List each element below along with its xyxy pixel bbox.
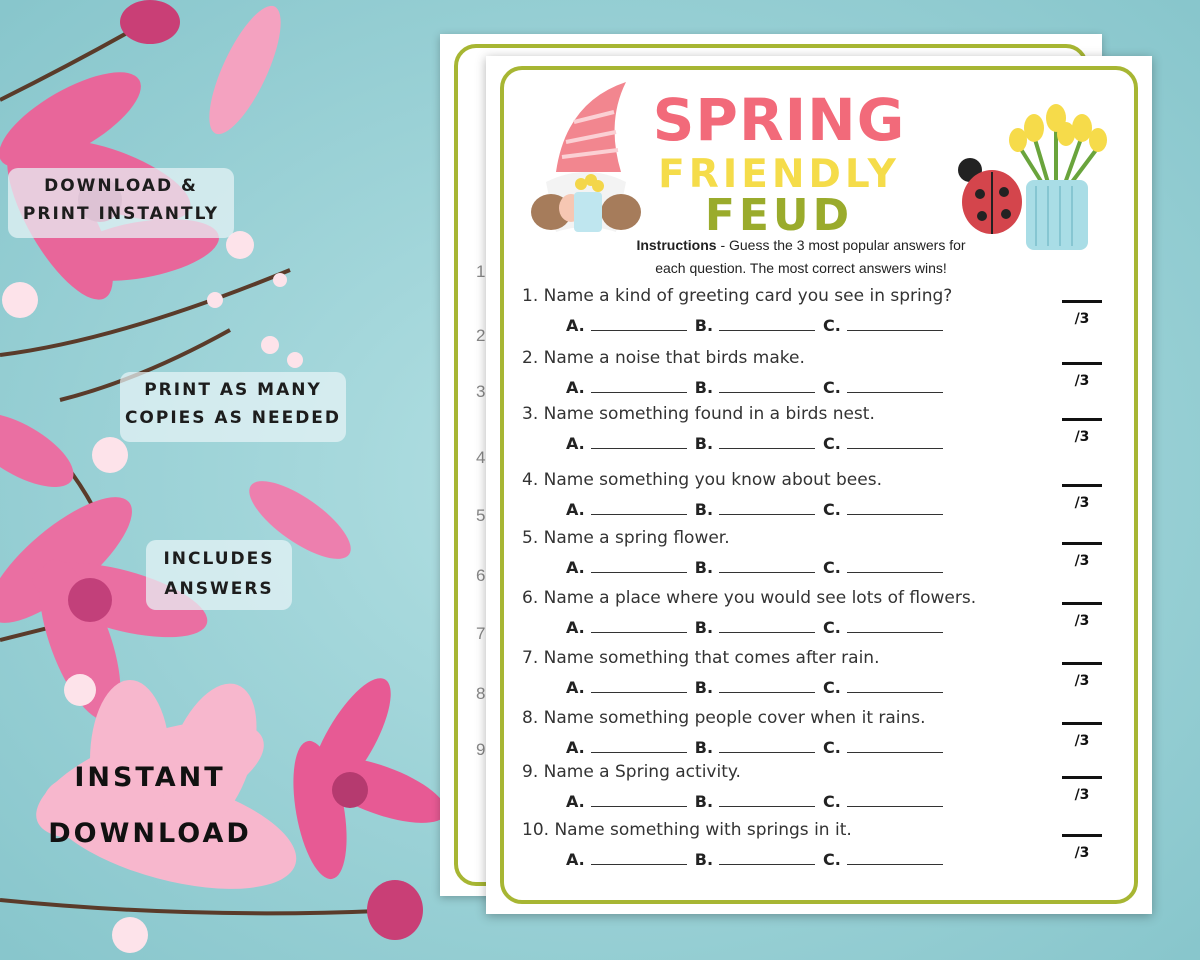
answer-blank-b[interactable] <box>719 318 815 331</box>
question-text: 10. Name something with springs in it. <box>522 820 852 840</box>
answer-blank-c[interactable] <box>847 680 943 693</box>
answer-blank-b[interactable] <box>719 502 815 515</box>
score-box <box>1062 834 1102 861</box>
answer-label-a: A. <box>566 434 585 453</box>
score-box <box>1062 662 1102 689</box>
answer-label-b: B. <box>694 738 714 757</box>
answer-row <box>566 850 951 869</box>
answer-label-c: C. <box>823 618 841 637</box>
score-box <box>1062 484 1102 511</box>
front-worksheet <box>486 56 1152 914</box>
answer-row <box>566 558 951 577</box>
answer-label-b: B. <box>694 678 714 697</box>
back-sheet-number: 6 <box>476 566 486 585</box>
download-badge-line2: PRINT INSTANTLY <box>22 204 220 224</box>
answer-label-c: C. <box>823 434 841 453</box>
answer-blank-a[interactable] <box>591 620 687 633</box>
answer-row <box>566 500 951 519</box>
answer-label-a: A. <box>566 618 585 637</box>
instructions-text: - Guess the 3 most popular answers for each question. The most correct answers wins! <box>655 237 966 276</box>
score-line <box>1062 542 1102 545</box>
score-line <box>1062 418 1102 421</box>
score-box <box>1062 362 1102 389</box>
question-text: 8. Name something people cover when it rains. <box>522 708 926 728</box>
answer-label-c: C. <box>823 678 841 697</box>
answer-label-c: C. <box>823 738 841 757</box>
question-text: 2. Name a noise that birds make. <box>522 348 805 368</box>
question-text: 5. Name a spring flower. <box>522 528 730 548</box>
question-text: 4. Name something you know about bees. <box>522 470 882 490</box>
score-label: /3 <box>1074 845 1090 861</box>
answer-blank-a[interactable] <box>591 794 687 807</box>
answer-blank-b[interactable] <box>719 620 815 633</box>
score-label: /3 <box>1074 787 1090 803</box>
score-box <box>1062 602 1102 629</box>
back-sheet-number: 4 <box>476 448 486 467</box>
answer-label-a: A. <box>566 558 585 577</box>
download-badge <box>8 168 234 238</box>
answer-blank-c[interactable] <box>847 740 943 753</box>
answer-label-c: C. <box>823 500 841 519</box>
answer-label-b: B. <box>694 792 714 811</box>
answer-label-a: A. <box>566 378 585 397</box>
answer-blank-c[interactable] <box>847 502 943 515</box>
answer-blank-c[interactable] <box>847 794 943 807</box>
answer-blank-a[interactable] <box>591 318 687 331</box>
score-label: /3 <box>1074 495 1090 511</box>
answers-badge <box>146 540 292 610</box>
answer-blank-a[interactable] <box>591 502 687 515</box>
question-text: 3. Name something found in a birds nest. <box>522 404 875 424</box>
back-sheet-number: 8 <box>476 684 486 703</box>
answer-blank-b[interactable] <box>719 852 815 865</box>
score-box <box>1062 776 1102 803</box>
question-text: 1. Name a kind of greeting card you see in spring? <box>522 286 953 306</box>
score-label: /3 <box>1074 429 1090 445</box>
score-box <box>1062 722 1102 749</box>
score-box <box>1062 300 1102 327</box>
instant-line2: DOWNLOAD <box>48 818 252 849</box>
back-sheet-number: 2 <box>476 326 486 345</box>
title-spring: SPRING <box>652 86 906 154</box>
instant-download-label <box>30 750 270 862</box>
answer-label-b: B. <box>694 850 714 869</box>
answer-blank-a[interactable] <box>591 680 687 693</box>
copies-badge-line2: COPIES AS NEEDED <box>124 408 342 428</box>
answer-blank-b[interactable] <box>719 680 815 693</box>
score-label: /3 <box>1074 733 1090 749</box>
back-sheet-number: 9 <box>476 740 486 759</box>
score-box <box>1062 418 1102 445</box>
title-friendly: FRIENDLY <box>658 152 900 197</box>
answer-blank-c[interactable] <box>847 620 943 633</box>
answer-blank-a[interactable] <box>591 560 687 573</box>
answer-blank-c[interactable] <box>847 436 943 449</box>
answer-label-a: A. <box>566 792 585 811</box>
answer-blank-a[interactable] <box>591 380 687 393</box>
score-label: /3 <box>1074 613 1090 629</box>
score-label: /3 <box>1074 373 1090 389</box>
answer-row <box>566 678 951 697</box>
score-line <box>1062 362 1102 365</box>
answer-blank-c[interactable] <box>847 380 943 393</box>
answers-badge-line1: INCLUDES <box>163 549 275 569</box>
answer-label-c: C. <box>823 850 841 869</box>
copies-badge-line1: PRINT AS MANY <box>144 380 322 400</box>
score-label: /3 <box>1074 553 1090 569</box>
back-sheet-number: 3 <box>476 382 486 401</box>
answer-blank-b[interactable] <box>719 380 815 393</box>
answer-label-b: B. <box>694 618 714 637</box>
answer-label-c: C. <box>823 558 841 577</box>
score-label: /3 <box>1074 673 1090 689</box>
answer-blank-c[interactable] <box>847 560 943 573</box>
score-line <box>1062 662 1102 665</box>
answer-blank-b[interactable] <box>719 794 815 807</box>
title-feud: FEUD <box>704 190 854 241</box>
download-badge-line1: DOWNLOAD & <box>44 176 198 196</box>
score-label: /3 <box>1074 311 1090 327</box>
answer-blank-a[interactable] <box>591 852 687 865</box>
answer-label-b: B. <box>694 500 714 519</box>
answer-label-c: C. <box>823 792 841 811</box>
instructions <box>636 234 966 280</box>
answer-row <box>566 378 951 397</box>
answer-label-a: A. <box>566 500 585 519</box>
answer-blank-c[interactable] <box>847 852 943 865</box>
question-text: 9. Name a Spring activity. <box>522 762 741 782</box>
answers-badge-line2: ANSWERS <box>164 579 274 599</box>
answer-blank-b[interactable] <box>719 740 815 753</box>
answer-label-a: A. <box>566 678 585 697</box>
instant-line1: INSTANT <box>74 762 226 793</box>
score-line <box>1062 602 1102 605</box>
answer-label-a: A. <box>566 850 585 869</box>
answer-label-b: B. <box>694 558 714 577</box>
answer-row <box>566 316 951 335</box>
instructions-label: Instructions <box>636 237 717 253</box>
question-text: 7. Name something that comes after rain. <box>522 648 880 668</box>
answer-blank-b[interactable] <box>719 560 815 573</box>
score-line <box>1062 722 1102 725</box>
back-sheet-number: 5 <box>476 506 486 525</box>
answer-label-a: A. <box>566 738 585 757</box>
back-sheet-number: 1 <box>476 262 486 281</box>
score-box <box>1062 542 1102 569</box>
answer-label-c: C. <box>823 378 841 397</box>
copies-badge <box>120 372 346 442</box>
answer-blank-a[interactable] <box>591 436 687 449</box>
score-line <box>1062 300 1102 303</box>
answer-blank-b[interactable] <box>719 436 815 449</box>
answer-row <box>566 618 951 637</box>
answer-row <box>566 738 951 757</box>
answer-label-b: B. <box>694 434 714 453</box>
back-sheet-number: 7 <box>476 624 486 643</box>
answer-label-a: A. <box>566 316 585 335</box>
score-line <box>1062 834 1102 837</box>
score-line <box>1062 776 1102 779</box>
answer-label-b: B. <box>694 378 714 397</box>
question-text: 6. Name a place where you would see lots of flowers. <box>522 588 977 608</box>
answer-blank-c[interactable] <box>847 318 943 331</box>
answer-row <box>566 434 951 453</box>
answer-row <box>566 792 951 811</box>
score-line <box>1062 484 1102 487</box>
answer-label-b: B. <box>694 316 714 335</box>
answer-blank-a[interactable] <box>591 740 687 753</box>
answer-label-c: C. <box>823 316 841 335</box>
